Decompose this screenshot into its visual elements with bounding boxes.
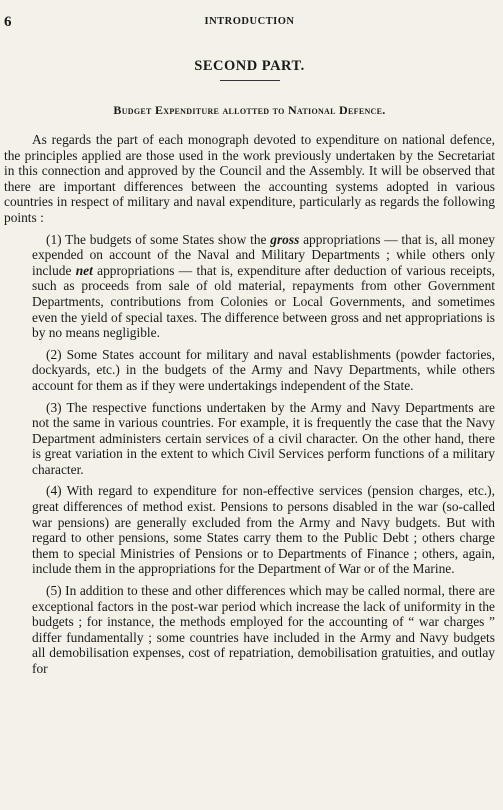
point-1-em-net: net [75,262,93,278]
point-5: (5) In addition to these and other differences which may be called normal, there are exceptional factors in the post-war period which increase the lack of uniformity in the budgets ; for instance, the methods employed for the accounting of “ war charges ” differ fundamentally ; some countries have included in the Army and Navy budgets all demobilisation expenses, cost of repatriation, demobilisation gratuities, and outlay for [32,583,495,676]
point-1 [4,232,495,341]
point-4: (4) With regard to expenditure for non-effective services (pension charges, etc.), great differences of method exist. Pensions to persons disabled in the war (so-called war pensions) are generally excluded from the Army and Navy budgets. But with regard to other pensions, some States carry them to the Public Debt ; others charge them to special Ministries of Pensions or to Departments of Finance ; others, again, include them in the appropriations for the Department of War or of the Marine. [32,483,495,577]
point-1-after: appropriations — that is, expenditure after deduction of various receipts, such as proceeds from sale of old material, repayments from other Government Departments, contributions from Colonies or Local Governments, and sometimes even the yield of special taxes. The difference between gross and net appropriations is by no means negligible. [32,262,496,341]
point-1-before: (1) The budgets of some States show the [46,231,271,247]
point-1-middle: appropriations — that is, all money expended on account of the Naval and Military Departments ; while others only include [32,231,496,278]
point-2: (2) Some States account for military and naval establishments (powder factories, dockyards, etc.) in the budgets of the Army and Navy Departments, while others account for them as if they were undertakings independent of the State. [32,346,495,393]
part-title: SECOND PART. [194,58,305,74]
running-head [4,10,495,30]
title-rule [220,80,280,81]
intro-paragraph: As regards the part of each monograph devoted to expenditure on national defence, the principles applied are those used in the work previously undertaken by the Secretariat in this connection and approved by the Council and the Assembly. It will be observed that there are important differences between the accounting systems adopted in various countries in respect of military and naval expenditure, particularly as regards the following points : [4,132,495,225]
point-3: (3) The respective functions undertaken by the Army and Navy Departments are not the same in various countries. For example, it is frequently the case that the Navy Department administers certain services of a civil character. On the other hand, there is great variation in the extent to which Civil Services perform functions of a military character. [32,399,495,477]
section-heading: Budget Expenditure allotted to National Defence. [113,103,386,117]
page-number: 6 [4,14,12,30]
point-1-em-gross: gross [270,231,300,247]
running-title: INTRODUCTION [204,16,295,27]
